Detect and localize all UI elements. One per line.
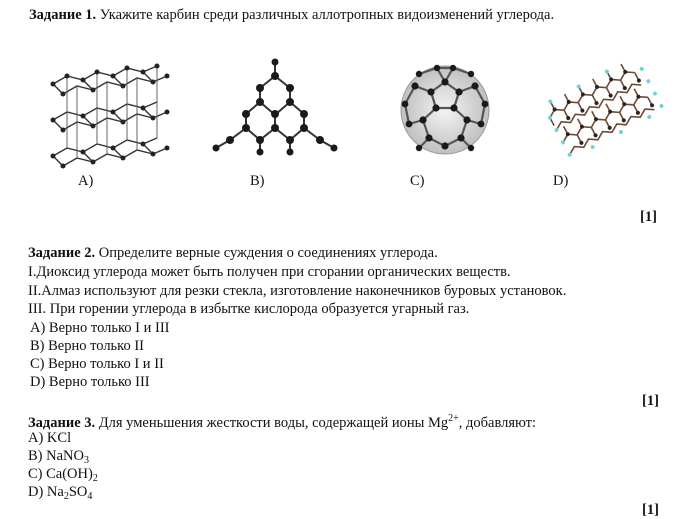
fullerene-structure-image — [397, 60, 493, 160]
task1-label: Задание 1. — [29, 7, 97, 23]
task3-option-d-formula: D) Na — [28, 484, 64, 500]
task3-option-a[interactable] — [28, 429, 71, 447]
task3-text-before: Для уменьшения жесткости воды, содержащей ионы Mg — [98, 415, 449, 431]
task3-option-a-formula: A) KCl — [28, 430, 72, 446]
task3-option-c-subscript: 2 — [92, 473, 98, 484]
task3-charge: 2+ — [448, 413, 459, 424]
task2-text: Определите верные суждения о соединениях углерода. — [98, 245, 438, 261]
diamond-structure-image — [210, 58, 340, 158]
task3-option-d-formula-tail: SO — [68, 484, 88, 500]
task1-option-c[interactable]: C) — [410, 173, 425, 189]
task3-option-b-subscript: 3 — [83, 455, 89, 466]
task3-option-c-formula: C) Ca(OH) — [28, 466, 93, 482]
task3-question — [28, 410, 536, 432]
task3-option-d[interactable] — [28, 483, 92, 506]
task2-question — [28, 244, 438, 262]
task1-option-b[interactable]: B) — [250, 173, 265, 189]
task2-option-a[interactable]: A) Верно только I и III — [30, 320, 170, 336]
graphene-structure-image — [545, 60, 665, 145]
task2-statement-2: II.Алмаз используют для резки стекла, изготовление наконечников буровых установок. — [28, 283, 567, 299]
task2-option-c[interactable]: C) Верно только I и II — [30, 356, 164, 372]
task3-text-after: , добавляют: — [458, 415, 537, 431]
task2-option-b[interactable]: B) Верно только II — [30, 338, 145, 354]
task3-option-d-subscript-1: 2 — [63, 491, 69, 502]
task3-option-b-formula: B) NaNO — [28, 448, 84, 464]
task1-score: [1] — [640, 209, 657, 225]
task2-label: Задание 2. — [28, 245, 96, 261]
task2-statement-3: III. При горении углерода в избытке кислорода образуется угарный газ. — [28, 301, 470, 317]
task3-option-d-subscript-2: 4 — [87, 491, 93, 502]
task1-option-d[interactable]: D) — [553, 173, 569, 189]
task2-statement-1: I.Диоксид углерода может быть получен при сгорании органических веществ. — [28, 264, 511, 280]
task3-label: Задание 3. — [28, 415, 96, 431]
task3-score: [1] — [642, 502, 659, 518]
task2-score: [1] — [642, 393, 659, 409]
task2-option-d[interactable]: D) Верно только III — [30, 374, 150, 390]
task1-text: Укажите карбин среди различных аллотропных видоизменений углерода. — [99, 7, 555, 23]
graphite-structure-image — [45, 62, 175, 172]
task1-question — [29, 6, 554, 24]
task1-option-a[interactable]: A) — [78, 173, 94, 189]
